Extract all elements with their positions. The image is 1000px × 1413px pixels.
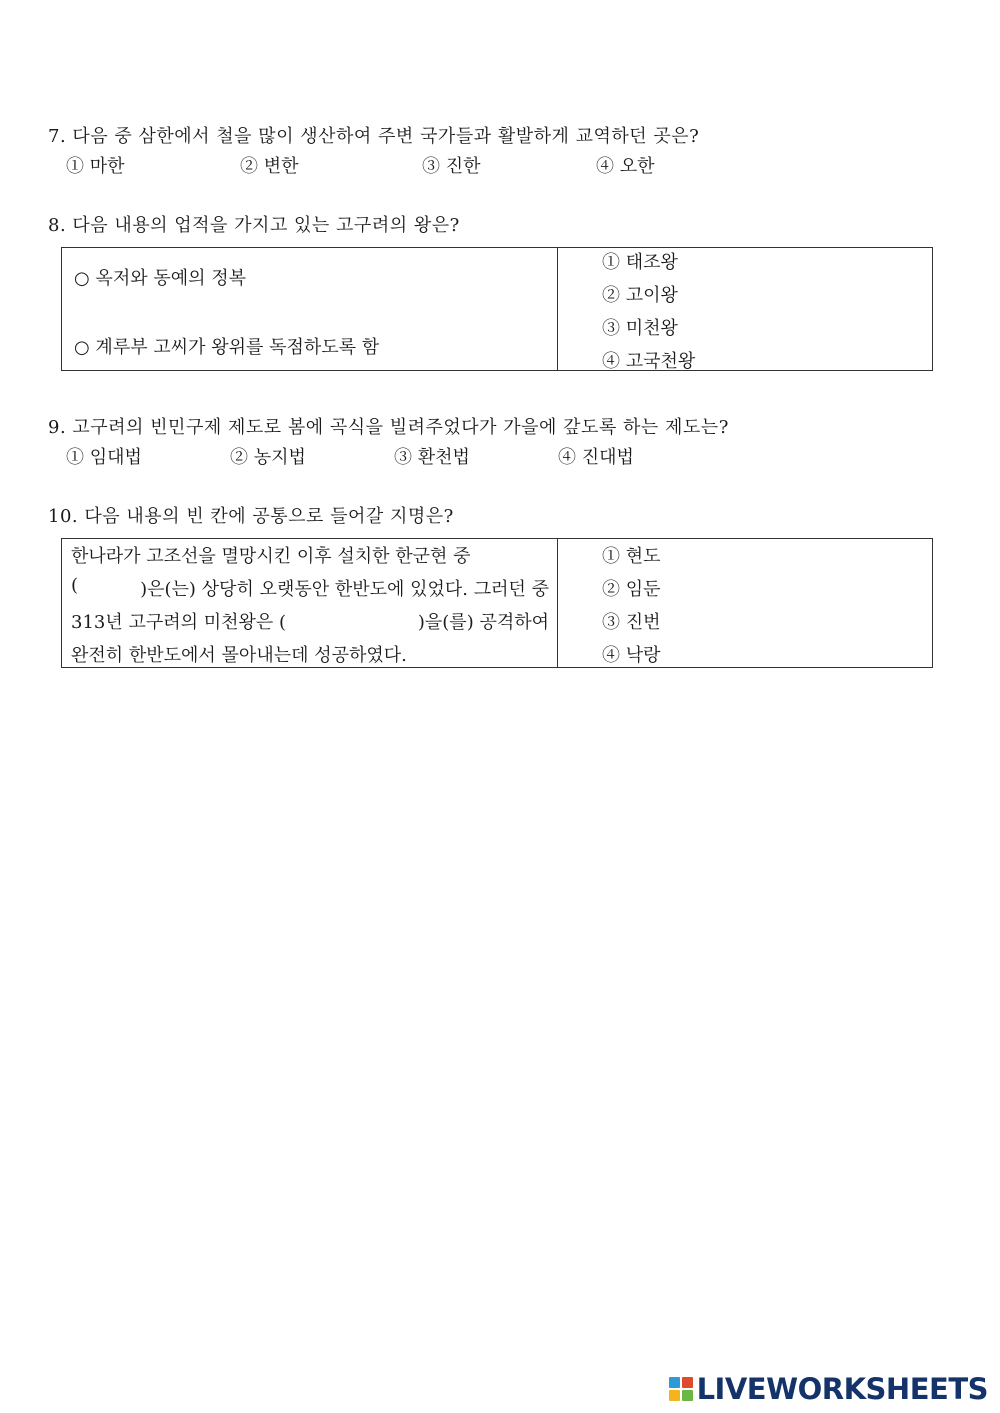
q9-option-3[interactable]: ③ 환천법 <box>394 447 470 468</box>
q10-passage-line-1 <box>71 542 549 568</box>
q9-option-1[interactable]: ① 임대법 <box>66 447 142 468</box>
passage-line-1-text: 한나라가 고조선을 멸망시킨 이후 설치한 한군현 중 <box>71 546 471 567</box>
logo-wordmark: LIVEWORKSHEETS <box>696 1372 988 1406</box>
q7-option-1[interactable]: ① 마한 <box>66 156 125 177</box>
question-10-text: 10. 다음 내용의 빈 칸에 공통으로 들어갈 지명은? <box>48 506 454 527</box>
q10-passage-line-2 <box>71 575 549 601</box>
q8-fact-2: ○ 계루부 고씨가 왕위를 독점하도록 함 <box>74 337 380 358</box>
q10-passage-line-3 <box>71 608 549 634</box>
question-10-box <box>61 538 933 668</box>
question-9-text: 9. 고구려의 빈민구제 제도로 봄에 곡식을 빌려주었다가 가을에 갚도록 하는 제도는? <box>48 417 729 438</box>
q8-option-4[interactable]: ④ 고국천왕 <box>602 351 696 372</box>
box-divider <box>557 248 558 370</box>
q9-option-4[interactable]: ④ 진대법 <box>558 447 634 468</box>
q8-option-3[interactable]: ③ 미천왕 <box>602 318 678 339</box>
q8-option-1[interactable]: ① 태조왕 <box>602 252 678 273</box>
passage-line-2-text: )은(는) 상당히 오랫동안 한반도에 있었다. 그러던 중 <box>140 579 549 600</box>
q10-passage-line-4 <box>71 641 549 667</box>
q10-option-4[interactable]: ④ 낙랑 <box>602 645 661 666</box>
passage-line-3a-text: 313년 고구려의 미천왕은 ( <box>71 612 287 633</box>
question-7-text: 7. 다음 중 삼한에서 철을 많이 생산하여 주변 국가들과 활발하게 교역하던 곳은? <box>48 126 700 147</box>
q7-option-2[interactable]: ② 변한 <box>240 156 299 177</box>
q10-option-1[interactable]: ① 현도 <box>602 546 661 567</box>
question-8-text: 8. 다음 내용의 업적을 가지고 있는 고구려의 왕은? <box>48 215 460 236</box>
q8-option-2[interactable]: ② 고이왕 <box>602 285 678 306</box>
q7-option-4[interactable]: ④ 오한 <box>596 156 655 177</box>
passage-blank-open: ( <box>71 575 79 596</box>
passage-line-3b-text: )을(를) 공격하여 <box>417 612 549 633</box>
logo-mark-icon <box>669 1377 693 1401</box>
q8-fact-1: ○ 옥저와 동예의 정복 <box>74 268 246 289</box>
q10-option-3[interactable]: ③ 진번 <box>602 612 661 633</box>
q9-option-2[interactable]: ② 농지법 <box>230 447 306 468</box>
logo-square-1 <box>669 1377 680 1388</box>
logo-square-4 <box>682 1390 693 1401</box>
logo-square-2 <box>682 1377 693 1388</box>
q7-option-3[interactable]: ③ 진한 <box>422 156 481 177</box>
passage-line-4-text: 완전히 한반도에서 몰아내는데 성공하였다. <box>71 645 407 666</box>
question-8-box <box>61 247 933 371</box>
logo-square-3 <box>669 1390 680 1401</box>
box-divider <box>557 539 558 667</box>
q10-option-2[interactable]: ② 임둔 <box>602 579 661 600</box>
liveworksheets-logo[interactable] <box>669 1373 988 1405</box>
